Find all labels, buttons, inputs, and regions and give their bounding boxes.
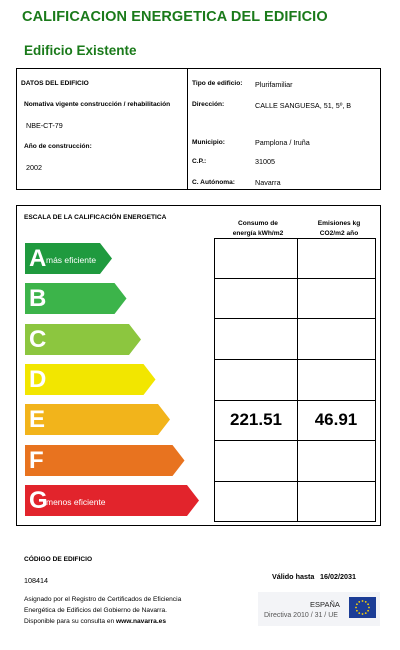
grid-line [214, 238, 376, 239]
grid-line [214, 278, 376, 279]
consumo-header-line1: Consumo de [238, 220, 278, 227]
valid-value: 16/02/2031 [320, 572, 356, 581]
consumo-header-line2: energía kWh/m2 [232, 230, 284, 237]
page-title: CALIFICACION ENERGETICA DEL EDIFICIO [22, 9, 328, 25]
rating-note: menos eficiente [46, 496, 106, 507]
navarra-link[interactable]: www.navarra.es [116, 618, 166, 625]
consumo-value: 221.51 [230, 410, 282, 429]
building-section-label: DATOS DEL EDIFICIO [21, 80, 89, 87]
year-value: 2002 [26, 163, 42, 172]
building-type-label: Tipo de edificio: [192, 80, 243, 87]
registry-note-line1: Asignado por el Registro de Certificados de Eficiencia [24, 596, 182, 603]
emisiones-header-line2: CO2/m2 año [319, 230, 359, 237]
grid-line [214, 440, 376, 441]
rating-letter: F [29, 446, 44, 474]
municipio-value: Pamplona / Iruña [255, 138, 310, 147]
rating-letter: B [29, 285, 47, 313]
registry-note-line2: Energética de Edificios del Gobierno de Navarra. [24, 607, 167, 614]
eu-flag-icon [349, 597, 376, 618]
rating-arrow-a [25, 243, 112, 274]
registry-note-prefix: Disponible para su consulta en [24, 618, 117, 625]
address-label: Dirección: [192, 101, 225, 108]
grid-line [375, 238, 376, 522]
building-info-divider [187, 68, 188, 190]
registry-note-line3 [24, 618, 166, 625]
rating-arrow-d [25, 364, 156, 395]
eu-country: ESPAÑA [310, 600, 340, 609]
building-type-value: Plurifamiliar [255, 80, 293, 89]
rating-letter: A [29, 245, 47, 272]
autonoma-label: C. Autónoma: [192, 179, 235, 186]
rating-arrow-f [25, 445, 185, 476]
grid-line [214, 238, 215, 522]
grid-line [214, 400, 376, 401]
rating-letter: G [29, 486, 48, 514]
grid-line [214, 318, 376, 319]
emisiones-header-line1: Emisiones kg [317, 220, 361, 227]
rating-letter: C [29, 325, 47, 353]
grid-line [297, 238, 298, 522]
page-subtitle: Edificio Existente [24, 43, 137, 58]
valid-label: Válido hasta [272, 572, 315, 581]
normativa-label: Nomativa vigente construcción / rehabilitación [24, 101, 171, 108]
rating-note: más eficiente [46, 255, 97, 265]
rating-letter: D [29, 365, 47, 393]
emisiones-value: 46.91 [314, 410, 358, 429]
address-value: CALLE SANGUESA, 51, 5º, B [255, 101, 352, 110]
grid-line [214, 521, 376, 522]
cp-value: 31005 [255, 157, 275, 166]
scale-section-label: ESCALA DE LA CALIFICACIÓN ENERGETICA [24, 214, 167, 221]
code-label: CÓDIGO DE EDIFICIO [24, 556, 93, 563]
autonoma-value: Navarra [255, 178, 281, 187]
grid-line [214, 359, 376, 360]
rating-letter: E [29, 406, 46, 434]
normativa-value: NBE-CT-79 [26, 121, 63, 130]
rating-arrow-e [25, 404, 170, 435]
grid-line [214, 481, 376, 482]
year-label: Año de construcción: [24, 143, 92, 150]
code-value: 108414 [24, 576, 48, 585]
eu-directive: Directiva 2010 / 31 / UE [264, 612, 338, 619]
rating-arrow-g [25, 485, 199, 516]
rating-arrow-c [25, 324, 141, 355]
municipio-label: Municipio: [192, 139, 225, 146]
rating-arrow-b [25, 283, 127, 314]
cp-label: C.P.: [192, 158, 207, 165]
